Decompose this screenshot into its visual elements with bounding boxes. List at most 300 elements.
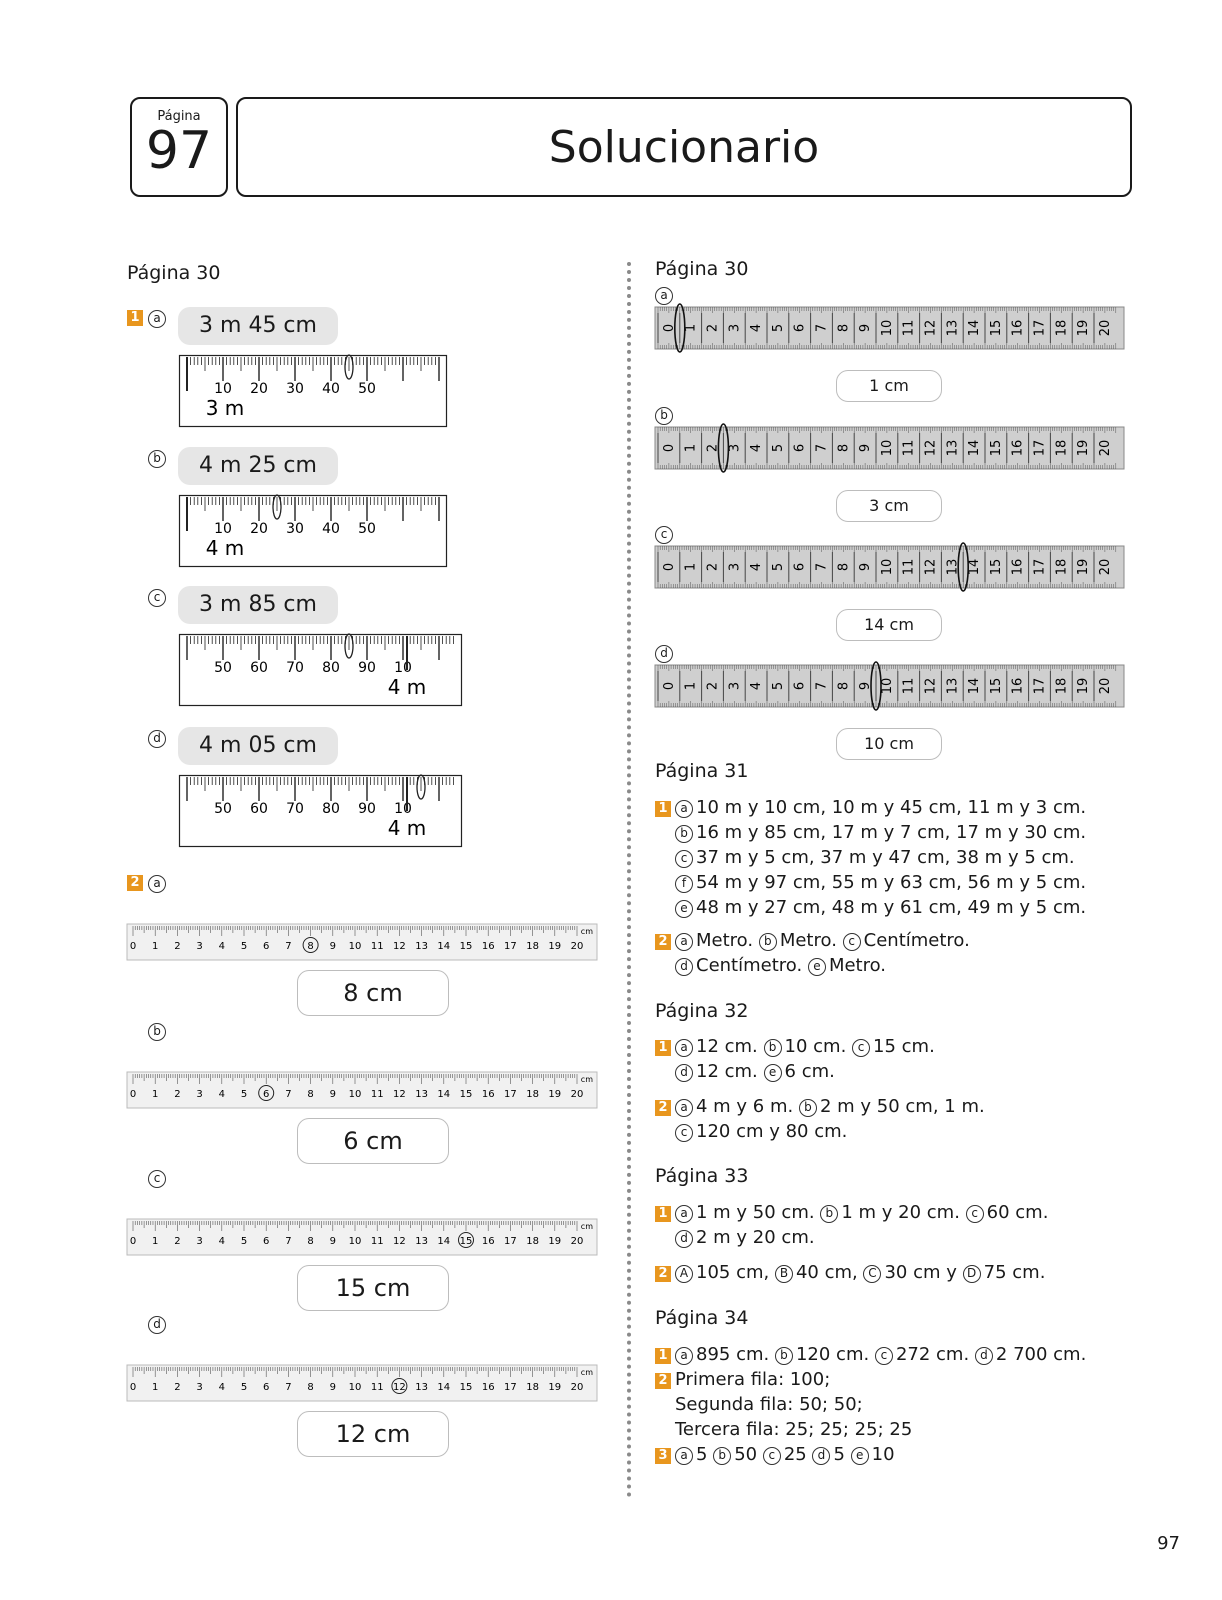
- tape-tick-label: 60: [250, 801, 268, 817]
- tape-ruler-number: 8: [836, 443, 852, 453]
- ruler-number: 14: [437, 941, 451, 952]
- page-number-box: [130, 97, 228, 197]
- tape-ruler-number: 19: [1076, 319, 1092, 337]
- ruler-number: 20: [570, 941, 584, 952]
- q1-item-letter: [148, 448, 169, 468]
- ruler-number: 3: [196, 941, 203, 952]
- tape-ruler-number: 18: [1054, 677, 1070, 695]
- tape-segment: [179, 634, 462, 706]
- tape-ruler-number: 10: [879, 558, 895, 576]
- circled-letter: a: [675, 1099, 693, 1117]
- circled-letter: a: [675, 933, 693, 951]
- tape-unit-label: 4 m: [205, 536, 245, 560]
- tape-tick-label: 30: [286, 521, 304, 537]
- ruler-number: 14: [437, 1236, 451, 1247]
- tape-tick-label: 50: [358, 521, 376, 537]
- tape-ruler-number: 20: [1097, 439, 1113, 457]
- p32-q1: [655, 1034, 935, 1084]
- answer-line: [655, 795, 1086, 820]
- answer-text: 6 cm.: [784, 1061, 835, 1082]
- ruler-unit: cm: [580, 1368, 593, 1377]
- tape-segment: [179, 355, 447, 427]
- tape-ruler-number: 18: [1054, 319, 1070, 337]
- answer-line: [655, 1225, 1048, 1250]
- tape-ruler-number: 0: [661, 323, 677, 333]
- ruler-number: 7: [285, 941, 292, 952]
- tape-ruler: [655, 546, 1124, 588]
- question-number-badge: 1: [655, 801, 671, 817]
- circled-letter: c: [852, 1039, 870, 1057]
- q2-item-letter: [148, 1021, 169, 1041]
- right-p31-title: Página 31: [655, 760, 749, 782]
- ruler-number: 14: [437, 1089, 451, 1100]
- circled-letter: d: [675, 1064, 693, 1082]
- answer-text: 2 m y 50 cm, 1 m.: [819, 1096, 985, 1117]
- ruler-number: 7: [285, 1089, 292, 1100]
- right-p34-title: Página 34: [655, 1307, 749, 1329]
- ruler-number: 6: [263, 1236, 270, 1247]
- q1-answer-pill: 4 m 05 cm: [178, 727, 338, 765]
- tape-ruler-number: 16: [1010, 558, 1026, 576]
- ruler-number: 7: [285, 1382, 292, 1393]
- ruler-number: 20: [570, 1236, 584, 1247]
- right-p32-title: Página 32: [655, 1000, 749, 1022]
- tape-ruler-number: 2: [705, 562, 721, 572]
- ruler-number: 11: [370, 941, 384, 952]
- right-p30-title: Página 30: [655, 258, 749, 280]
- answer-text: 272 cm.: [895, 1344, 970, 1365]
- p31-q2: [655, 928, 970, 978]
- question-number-badge: 2: [655, 1373, 671, 1389]
- ruler-number: 2: [174, 941, 181, 952]
- q2-answer-pill: 12 cm: [297, 1411, 449, 1457]
- circled-letter: a: [675, 1039, 693, 1057]
- tape-ruler-number: 13: [945, 558, 961, 576]
- circled-letter: f: [675, 875, 693, 893]
- ruler-number: 1: [152, 1382, 159, 1393]
- tape-unit-label: 4 m: [387, 675, 427, 699]
- answer-line: [655, 1200, 1048, 1225]
- question-number-badge: 1: [655, 1040, 671, 1056]
- circled-letter: b: [148, 450, 166, 468]
- tape-ruler-number: 13: [945, 439, 961, 457]
- question-number-badge: 3: [655, 1448, 671, 1464]
- ruler-number: 11: [370, 1089, 384, 1100]
- page-number: 97: [145, 121, 213, 181]
- q1-answer-pill: 3 m 45 cm: [178, 307, 338, 345]
- answer-text: 25: [783, 1444, 807, 1465]
- ruler-number: 2: [174, 1236, 181, 1247]
- tape-segment: [179, 495, 447, 567]
- answer-line: [655, 1367, 1086, 1392]
- ruler-number: 8: [307, 1382, 314, 1393]
- answer-line: [655, 953, 970, 978]
- tape-ruler-number: 2: [705, 443, 721, 453]
- tape-ruler-number: 3: [727, 681, 743, 691]
- ruler-number: 16: [481, 941, 495, 952]
- ruler-number: 4: [218, 1236, 225, 1247]
- tape-unit-label: 3 m: [205, 396, 245, 420]
- ruler-number: 19: [548, 1382, 562, 1393]
- ruler-number: 4: [218, 1089, 225, 1100]
- circled-letter: b: [713, 1447, 731, 1465]
- p30-answer-pill: 1 cm: [836, 370, 942, 402]
- tape-ruler-number: 5: [770, 681, 786, 691]
- tape-ruler-number: 9: [858, 323, 874, 333]
- page-title: Solucionario: [236, 97, 1132, 197]
- tape-ruler-number: 10: [879, 677, 895, 695]
- tape-ruler-number: 17: [1032, 677, 1048, 695]
- tape-tick-label: 50: [214, 660, 232, 676]
- ruler-number: 14: [437, 1382, 451, 1393]
- tape-ruler-number: 13: [945, 677, 961, 695]
- answer-line: [655, 895, 1086, 920]
- ruler-number: 15: [459, 1089, 473, 1100]
- ruler-number: 17: [504, 1089, 517, 1100]
- q2-number-badge: [127, 872, 147, 891]
- circled-letter: b: [655, 407, 673, 425]
- answer-text: 10: [871, 1444, 895, 1465]
- tape-ruler-number: 11: [901, 677, 917, 695]
- ruler-number: 1: [152, 1236, 159, 1247]
- tape-ruler-number: 5: [770, 323, 786, 333]
- ruler: [127, 1072, 597, 1108]
- answer-line: Tercera fila: 25; 25; 25; 25: [675, 1419, 913, 1440]
- answer-text: 48 m y 27 cm, 48 m y 61 cm, 49 m y 5 cm.: [696, 897, 1087, 918]
- tape-ruler-number: 18: [1054, 439, 1070, 457]
- circled-letter: a: [655, 287, 673, 305]
- ruler-number: 12: [393, 1382, 406, 1393]
- tape-tick-label: 40: [322, 521, 340, 537]
- tape-ruler-number: 0: [661, 443, 677, 453]
- ruler-number: 2: [174, 1382, 181, 1393]
- question-number-badge: 2: [655, 1266, 671, 1282]
- tape-ruler-number: 19: [1076, 677, 1092, 695]
- p30-answer-pill: 10 cm: [836, 728, 942, 760]
- answer-text: 12 cm.: [696, 1036, 758, 1057]
- question-number-badge: 1: [127, 310, 143, 326]
- circled-letter: c: [148, 589, 166, 607]
- tape-ruler-number: 16: [1010, 677, 1026, 695]
- ruler-number: 3: [196, 1236, 203, 1247]
- tape-ruler-number: 5: [770, 443, 786, 453]
- ruler-number: 5: [240, 1089, 248, 1100]
- circled-letter: d: [655, 645, 673, 663]
- tape-ruler-number: 8: [836, 681, 852, 691]
- column-divider: [627, 262, 631, 1498]
- tape-ruler-number: 10: [879, 439, 895, 457]
- circled-letter: C: [863, 1265, 881, 1283]
- circled-letter: a: [675, 1205, 693, 1223]
- ruler-number: 4: [218, 941, 225, 952]
- ruler-number: 8: [307, 1236, 314, 1247]
- question-number-badge: 2: [655, 1100, 671, 1116]
- tape-tick-label: 50: [358, 381, 376, 397]
- tape-ruler-number: 3: [727, 443, 743, 453]
- ruler-number: 19: [548, 1236, 562, 1247]
- answer-line: [655, 1059, 935, 1084]
- tape-segment: [179, 775, 462, 847]
- ruler-number: 0: [129, 1382, 137, 1393]
- ruler-number: 13: [415, 1382, 428, 1393]
- answer-text: Primera fila: 100;: [675, 1369, 831, 1390]
- tape-tick-label: 80: [322, 660, 340, 676]
- p30-answer-pill: 3 cm: [836, 490, 942, 522]
- ruler-number: 6: [263, 1382, 270, 1393]
- tape-ruler-number: 4: [749, 323, 765, 333]
- circled-letter: c: [875, 1347, 893, 1365]
- answer-line: [655, 928, 970, 953]
- ruler-number: 13: [415, 1236, 428, 1247]
- tape-ruler-number: 16: [1010, 319, 1026, 337]
- answer-text: 895 cm.: [696, 1344, 770, 1365]
- circled-letter: e: [764, 1064, 782, 1082]
- question-number-badge: 2: [127, 875, 143, 891]
- tape-ruler-number: 15: [988, 677, 1004, 695]
- answer-line: [655, 820, 1086, 845]
- answer-text: 16 m y 85 cm, 17 m y 7 cm, 17 m y 30 cm.: [696, 822, 1087, 843]
- tape-tick-label: 70: [286, 801, 304, 817]
- ruler-number: 4: [218, 1382, 225, 1393]
- tape-ruler-number: 0: [661, 681, 677, 691]
- tape-ruler-number: 12: [923, 677, 939, 695]
- ruler-unit: cm: [580, 927, 593, 936]
- answer-text: 5: [696, 1444, 708, 1465]
- tape-ruler-number: 17: [1032, 558, 1048, 576]
- tape-ruler-number: 0: [661, 562, 677, 572]
- tape-ruler-number: 1: [683, 681, 699, 691]
- footer-page-number: 97: [1157, 1533, 1180, 1554]
- circled-letter: d: [812, 1447, 830, 1465]
- ruler-number: 8: [307, 941, 314, 952]
- answer-text: 10 cm.: [784, 1036, 847, 1057]
- answer-text: 120 cm y 80 cm.: [696, 1121, 848, 1142]
- answer-text: 2 m y 20 cm.: [696, 1227, 815, 1248]
- tape-ruler: [655, 307, 1124, 349]
- tape-ruler-number: 7: [814, 323, 830, 333]
- question-number-badge: 1: [655, 1348, 671, 1364]
- p30-item-letter: [655, 405, 676, 425]
- answer-text: 120 cm.: [795, 1344, 870, 1365]
- ruler-number: 5: [240, 1382, 248, 1393]
- ruler: [127, 1219, 597, 1255]
- ruler: [127, 1365, 597, 1401]
- tape-ruler-number: 6: [792, 323, 808, 333]
- tape-ruler-number: 12: [923, 319, 939, 337]
- answer-line: [655, 1034, 935, 1059]
- circled-letter: e: [675, 900, 693, 918]
- circled-letter: a: [675, 1347, 693, 1365]
- tape-ruler-number: 6: [792, 681, 808, 691]
- circled-letter: c: [763, 1447, 781, 1465]
- ruler-number: 16: [481, 1236, 495, 1247]
- tape-ruler-number: 6: [792, 562, 808, 572]
- tape-tick-label: 70: [286, 660, 304, 676]
- q1-number-badge: [127, 307, 147, 326]
- answer-text: 37 m y 5 cm, 37 m y 47 cm, 38 m y 5 cm.: [696, 847, 1075, 868]
- tape-ruler-number: 7: [814, 443, 830, 453]
- circled-letter: c: [843, 933, 861, 951]
- tape-tick-label: 30: [286, 381, 304, 397]
- tape-unit-label: 4 m: [387, 816, 427, 840]
- circled-letter: b: [775, 1347, 793, 1365]
- ruler-number: 2: [174, 1089, 181, 1100]
- circled-letter: b: [799, 1099, 817, 1117]
- answer-text: 1 m y 50 cm.: [696, 1202, 815, 1223]
- answer-text: 1 m y 20 cm.: [841, 1202, 960, 1223]
- tape-ruler-number: 1: [683, 323, 699, 333]
- tape-ruler-number: 18: [1054, 558, 1070, 576]
- ruler: [127, 924, 597, 960]
- tape-ruler-number: 7: [814, 681, 830, 691]
- answer-line: [655, 1442, 1086, 1467]
- answer-text: 40 cm,: [795, 1262, 858, 1283]
- q2-answer-pill: 15 cm: [297, 1265, 449, 1311]
- ruler-number: 12: [393, 1089, 406, 1100]
- ruler-number: 3: [196, 1089, 203, 1100]
- answer-text: 15 cm.: [873, 1036, 935, 1057]
- ruler-number: 10: [348, 941, 362, 952]
- answer-text: Metro.: [696, 930, 754, 951]
- answer-text: Metro.: [779, 930, 837, 951]
- ruler-number: 10: [348, 1236, 362, 1247]
- tape-ruler-number: 11: [901, 319, 917, 337]
- tape-ruler-number: 3: [727, 323, 743, 333]
- ruler-number: 0: [129, 941, 137, 952]
- answer-line: [655, 1119, 985, 1144]
- tape-ruler-number: 3: [727, 562, 743, 572]
- tape-tick-label: 10: [394, 660, 412, 676]
- ruler-number: 20: [570, 1382, 584, 1393]
- tape-ruler-number: 16: [1010, 439, 1026, 457]
- ruler-number: 12: [393, 941, 406, 952]
- tape-ruler-number: 14: [967, 677, 983, 695]
- circled-letter: e: [808, 958, 826, 976]
- tape-ruler-number: 14: [967, 319, 983, 337]
- tape-ruler-number: 10: [879, 319, 895, 337]
- circled-letter: a: [675, 1447, 693, 1465]
- q1-item-letter: [148, 728, 169, 748]
- tape-ruler-number: 15: [988, 319, 1004, 337]
- ruler-number: 5: [240, 941, 248, 952]
- circled-letter: e: [851, 1447, 869, 1465]
- ruler-number: 10: [348, 1382, 362, 1393]
- circled-letter: D: [963, 1265, 981, 1283]
- tape-ruler-number: 17: [1032, 439, 1048, 457]
- tape-ruler-number: 12: [923, 439, 939, 457]
- ruler-number: 9: [329, 1236, 336, 1247]
- ruler-number: 7: [285, 1236, 292, 1247]
- tape-ruler-number: 2: [705, 681, 721, 691]
- ruler-number: 15: [459, 941, 473, 952]
- ruler-number: 10: [348, 1089, 362, 1100]
- tape-ruler-number: 15: [988, 558, 1004, 576]
- ruler-number: 17: [504, 1382, 517, 1393]
- tape-tick-label: 40: [322, 381, 340, 397]
- tape-tick-label: 50: [214, 801, 232, 817]
- p30-item-letter: [655, 643, 676, 663]
- tape-ruler-number: 9: [858, 443, 874, 453]
- ruler-number: 9: [329, 1089, 336, 1100]
- answer-line: [655, 1260, 1045, 1285]
- tape-ruler-number: 17: [1032, 319, 1048, 337]
- tape-tick-label: 10: [394, 801, 412, 817]
- tape-tick-label: 10: [214, 381, 232, 397]
- circled-letter: c: [148, 1170, 166, 1188]
- p33-q1: [655, 1200, 1048, 1250]
- answer-text: 12 cm.: [696, 1061, 758, 1082]
- ruler-number: 9: [329, 1382, 336, 1393]
- q1-answer-pill: 3 m 85 cm: [178, 586, 338, 624]
- ruler-number: 9: [329, 941, 336, 952]
- circled-letter: c: [675, 850, 693, 868]
- ruler-number: 0: [129, 1089, 137, 1100]
- tape-ruler-number: 13: [945, 319, 961, 337]
- ruler-unit: cm: [580, 1075, 593, 1084]
- circled-letter: a: [675, 800, 693, 818]
- ruler-number: 18: [526, 1382, 539, 1393]
- tape-ruler: [655, 665, 1124, 707]
- tape-ruler-number: 14: [967, 439, 983, 457]
- tape-tick-label: 90: [358, 660, 376, 676]
- circled-letter: a: [148, 875, 166, 893]
- ruler-number: 20: [570, 1089, 584, 1100]
- question-number-badge: 2: [655, 934, 671, 950]
- tape-ruler-number: 11: [901, 558, 917, 576]
- tape-ruler-number: 9: [858, 562, 874, 572]
- tape-ruler-number: 19: [1076, 558, 1092, 576]
- ruler-number: 19: [548, 941, 562, 952]
- p30-item-letter: [655, 285, 676, 305]
- p32-q2: [655, 1094, 985, 1144]
- circled-letter: A: [675, 1265, 693, 1283]
- answer-text: Centímetro.: [863, 930, 970, 951]
- ruler-number: 15: [459, 1382, 473, 1393]
- circled-letter: b: [764, 1039, 782, 1057]
- answer-text: 54 m y 97 cm, 55 m y 63 cm, 56 m y 5 cm.: [696, 872, 1087, 893]
- ruler-number: 13: [415, 941, 428, 952]
- answer-text: 50: [734, 1444, 758, 1465]
- ruler-number: 0: [129, 1236, 137, 1247]
- ruler-number: 16: [481, 1089, 495, 1100]
- left-section-title: Página 30: [127, 262, 221, 284]
- ruler-number: 1: [152, 1089, 159, 1100]
- tape-ruler-number: 19: [1076, 439, 1092, 457]
- answer-line: [655, 845, 1086, 870]
- p30-item-letter: [655, 524, 676, 544]
- tape-ruler-number: 20: [1097, 319, 1113, 337]
- tape-ruler-number: 12: [923, 558, 939, 576]
- ruler-number: 17: [504, 941, 517, 952]
- ruler-number: 18: [526, 941, 539, 952]
- circled-letter: c: [675, 1124, 693, 1142]
- ruler-number: 1: [152, 941, 159, 952]
- p31-q1: [655, 795, 1086, 920]
- q1-item-letter: [148, 308, 169, 328]
- tape-ruler-number: 8: [836, 323, 852, 333]
- circled-letter: b: [759, 933, 777, 951]
- circled-letter: d: [148, 730, 166, 748]
- circled-letter: c: [655, 526, 673, 544]
- circled-letter: d: [148, 1316, 166, 1334]
- answer-text: 5: [833, 1444, 845, 1465]
- tape-ruler-number: 2: [705, 323, 721, 333]
- circled-letter: b: [675, 825, 693, 843]
- ruler-number: 11: [370, 1236, 384, 1247]
- tape-ruler-number: 11: [901, 439, 917, 457]
- ruler-number: 16: [481, 1382, 495, 1393]
- answer-text: 105 cm,: [696, 1262, 770, 1283]
